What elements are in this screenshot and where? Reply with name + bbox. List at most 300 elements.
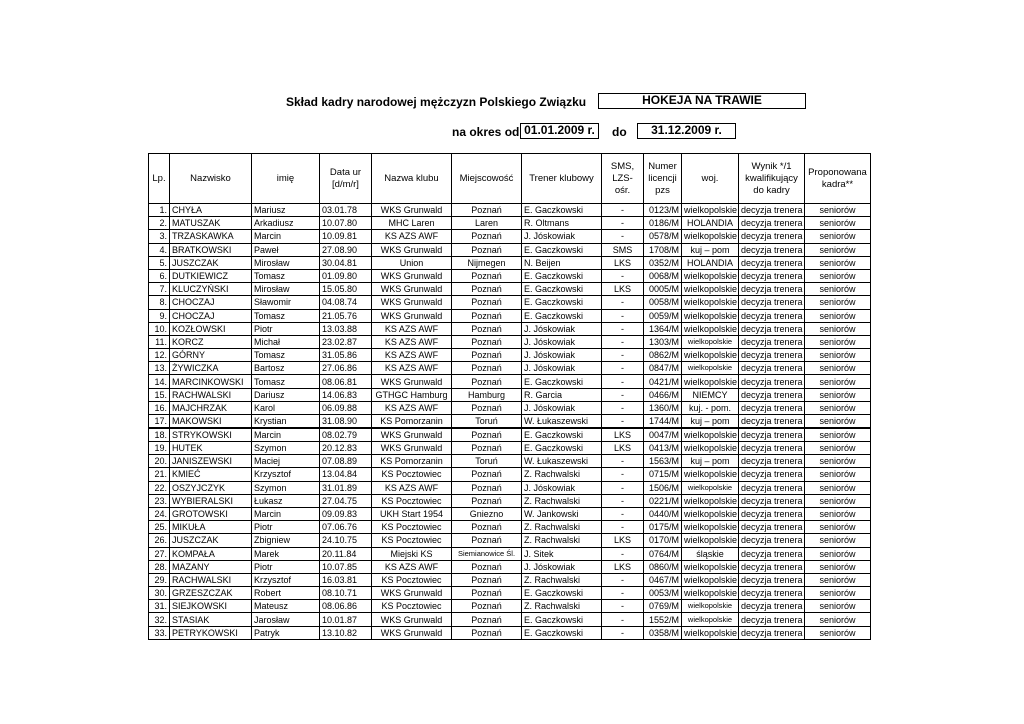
cell-nazwisko: KOMPAŁA xyxy=(170,547,252,560)
cell-wynik: decyzja trenera xyxy=(739,296,805,309)
cell-data-ur: 09.09.83 xyxy=(320,507,372,520)
cell-woj: wielkopolskie xyxy=(682,494,739,507)
cell-sms: - xyxy=(602,375,644,388)
cell-imie: Bartosz xyxy=(252,362,320,375)
cell-trener: J. Jóskowiak xyxy=(522,362,602,375)
col-header-sms: SMS, LZS- ośr. xyxy=(602,154,644,204)
table-row xyxy=(149,534,871,547)
cell-wynik: decyzja trenera xyxy=(739,362,805,375)
cell-nazwisko: GRZESZCZAK xyxy=(170,587,252,600)
cell-trener: E. Gaczkowski xyxy=(522,442,602,455)
cell-trener: N. Beijen xyxy=(522,256,602,269)
cell-lp: 20. xyxy=(149,455,170,468)
cell-nazwisko: CHOCZAJ xyxy=(170,309,252,322)
cell-data-ur: 13.04.84 xyxy=(320,468,372,481)
cell-klub: WKS Grunwald xyxy=(372,309,452,322)
cell-miejscowosc: Toruń xyxy=(452,415,522,429)
cell-wynik: decyzja trenera xyxy=(739,587,805,600)
cell-sms: - xyxy=(602,494,644,507)
cell-imie: Krystian xyxy=(252,415,320,429)
cell-data-ur: 08.06.86 xyxy=(320,600,372,613)
cell-lp: 14. xyxy=(149,375,170,388)
cell-klub: WKS Grunwald xyxy=(372,587,452,600)
cell-licencja: 1360/M xyxy=(644,401,682,414)
cell-lp: 26. xyxy=(149,534,170,547)
table-row xyxy=(149,243,871,256)
cell-imie: Piotr xyxy=(252,322,320,335)
cell-licencja: 0068/M xyxy=(644,269,682,282)
table-row xyxy=(149,296,871,309)
cell-lp: 11. xyxy=(149,335,170,348)
cell-imie: Marek xyxy=(252,547,320,560)
table-row xyxy=(149,455,871,468)
table-row xyxy=(149,217,871,230)
cell-wynik: decyzja trenera xyxy=(739,309,805,322)
cell-lp: 31. xyxy=(149,600,170,613)
cell-miejscowosc: Poznań xyxy=(452,230,522,243)
cell-licencja: 1303/M xyxy=(644,335,682,348)
cell-lp: 28. xyxy=(149,560,170,573)
cell-licencja: 1563/M xyxy=(644,455,682,468)
cell-kadra: seniorów xyxy=(805,626,871,639)
cell-licencja: 0352/M xyxy=(644,256,682,269)
cell-kadra: seniorów xyxy=(805,335,871,348)
roster-body xyxy=(149,204,871,640)
cell-woj: wielkopolskie xyxy=(682,573,739,586)
cell-woj: kuj. - pom. xyxy=(682,401,739,414)
cell-woj: kuj – pom xyxy=(682,415,739,429)
cell-klub: KS Pocztowiec xyxy=(372,534,452,547)
cell-sms: - xyxy=(602,455,644,468)
cell-data-ur: 31.01.89 xyxy=(320,481,372,494)
cell-licencja: 0123/M xyxy=(644,204,682,217)
table-row xyxy=(149,468,871,481)
cell-kadra: seniorów xyxy=(805,600,871,613)
cell-lp: 21. xyxy=(149,468,170,481)
cell-miejscowosc: Poznań xyxy=(452,626,522,639)
cell-klub: KS Pomorzanin xyxy=(372,415,452,429)
table-row xyxy=(149,415,871,429)
cell-miejscowosc: Poznań xyxy=(452,428,522,442)
cell-wynik: decyzja trenera xyxy=(739,256,805,269)
table-row xyxy=(149,349,871,362)
cell-wynik: decyzja trenera xyxy=(739,322,805,335)
cell-nazwisko: OSZYJCZYK xyxy=(170,481,252,494)
cell-trener: E. Gaczkowski xyxy=(522,309,602,322)
cell-wynik: decyzja trenera xyxy=(739,428,805,442)
cell-wynik: decyzja trenera xyxy=(739,481,805,494)
cell-sms: LKS xyxy=(602,560,644,573)
cell-woj: wielkopolskie xyxy=(682,204,739,217)
cell-imie: Patryk xyxy=(252,626,320,639)
cell-trener: J. Sitek xyxy=(522,547,602,560)
cell-imie: Szymon xyxy=(252,442,320,455)
cell-kadra: seniorów xyxy=(805,455,871,468)
cell-klub: KS AZS AWF xyxy=(372,230,452,243)
cell-nazwisko: KORCZ xyxy=(170,335,252,348)
cell-wynik: decyzja trenera xyxy=(739,335,805,348)
cell-klub: WKS Grunwald xyxy=(372,613,452,626)
cell-lp: 1. xyxy=(149,204,170,217)
cell-woj: wielkopolskie xyxy=(682,442,739,455)
cell-imie: Łukasz xyxy=(252,494,320,507)
cell-sms: - xyxy=(602,613,644,626)
cell-woj: wielkopolskie xyxy=(682,283,739,296)
cell-wynik: decyzja trenera xyxy=(739,507,805,520)
cell-klub: KS Pocztowiec xyxy=(372,468,452,481)
cell-kadra: seniorów xyxy=(805,547,871,560)
cell-miejscowosc: Poznań xyxy=(452,349,522,362)
cell-sms: - xyxy=(602,296,644,309)
cell-miejscowosc: Poznań xyxy=(452,362,522,375)
table-row xyxy=(149,507,871,520)
cell-wynik: decyzja trenera xyxy=(739,269,805,282)
cell-woj: wielkopolskie xyxy=(682,349,739,362)
cell-woj: HOLANDIA xyxy=(682,217,739,230)
federation-name-box: HOKEJA NA TRAWIE xyxy=(598,93,806,109)
table-row xyxy=(149,626,871,639)
cell-imie: Michał xyxy=(252,335,320,348)
cell-imie: Piotr xyxy=(252,560,320,573)
cell-data-ur: 27.04.75 xyxy=(320,494,372,507)
cell-data-ur: 13.03.88 xyxy=(320,322,372,335)
cell-licencja: 0421/M xyxy=(644,375,682,388)
cell-woj: HOLANDIA xyxy=(682,256,739,269)
cell-wynik: decyzja trenera xyxy=(739,573,805,586)
cell-miejscowosc: Poznań xyxy=(452,521,522,534)
cell-lp: 15. xyxy=(149,388,170,401)
cell-kadra: seniorów xyxy=(805,217,871,230)
col-header-licencja: Numer licencji pzs xyxy=(644,154,682,204)
cell-imie: Dariusz xyxy=(252,388,320,401)
cell-wynik: decyzja trenera xyxy=(739,547,805,560)
cell-imie: Tomasz xyxy=(252,375,320,388)
cell-trener: Z. Rachwalski xyxy=(522,468,602,481)
cell-wynik: decyzja trenera xyxy=(739,626,805,639)
cell-nazwisko: MARCINKOWSKI xyxy=(170,375,252,388)
cell-lp: 5. xyxy=(149,256,170,269)
cell-nazwisko: MAZANY xyxy=(170,560,252,573)
cell-imie: Zbigniew xyxy=(252,534,320,547)
table-row xyxy=(149,204,871,217)
table-row xyxy=(149,442,871,455)
cell-imie: Marcin xyxy=(252,507,320,520)
cell-data-ur: 31.05.86 xyxy=(320,349,372,362)
cell-miejscowosc: Nijmegen xyxy=(452,256,522,269)
table-row xyxy=(149,587,871,600)
cell-lp: 3. xyxy=(149,230,170,243)
col-header-miejscowosc: Miejscowość xyxy=(452,154,522,204)
cell-trener: R. Garcia xyxy=(522,388,602,401)
cell-wynik: decyzja trenera xyxy=(739,600,805,613)
cell-imie: Sławomir xyxy=(252,296,320,309)
cell-lp: 7. xyxy=(149,283,170,296)
cell-data-ur: 08.02.79 xyxy=(320,428,372,442)
cell-data-ur: 14.06.83 xyxy=(320,388,372,401)
table-row xyxy=(149,613,871,626)
table-row xyxy=(149,560,871,573)
cell-wynik: decyzja trenera xyxy=(739,388,805,401)
cell-wynik: decyzja trenera xyxy=(739,455,805,468)
cell-sms: - xyxy=(602,600,644,613)
cell-miejscowosc: Poznań xyxy=(452,296,522,309)
cell-klub: Miejski KS xyxy=(372,547,452,560)
cell-wynik: decyzja trenera xyxy=(739,283,805,296)
cell-sms: - xyxy=(602,547,644,560)
cell-kadra: seniorów xyxy=(805,375,871,388)
cell-data-ur: 06.09.88 xyxy=(320,401,372,414)
cell-miejscowosc: Poznań xyxy=(452,204,522,217)
cell-nazwisko: GÓRNY xyxy=(170,349,252,362)
cell-lp: 32. xyxy=(149,613,170,626)
cell-nazwisko: SIEJKOWSKI xyxy=(170,600,252,613)
cell-woj: wielkopolskie xyxy=(682,296,739,309)
cell-trener: J. Jóskowiak xyxy=(522,322,602,335)
cell-woj: wielkopolskie xyxy=(682,587,739,600)
cell-sms: - xyxy=(602,401,644,414)
cell-kadra: seniorów xyxy=(805,507,871,520)
cell-trener: E. Gaczkowski xyxy=(522,243,602,256)
cell-imie: Arkadiusz xyxy=(252,217,320,230)
cell-licencja: 0862/M xyxy=(644,349,682,362)
cell-data-ur: 23.02.87 xyxy=(320,335,372,348)
cell-licencja: 1744/M xyxy=(644,415,682,429)
cell-woj: wielkopolskie xyxy=(682,375,739,388)
cell-sms: - xyxy=(602,349,644,362)
table-row xyxy=(149,481,871,494)
cell-imie: Karol xyxy=(252,401,320,414)
cell-sms: - xyxy=(602,587,644,600)
cell-nazwisko: RACHWALSKI xyxy=(170,573,252,586)
cell-trener: Z. Rachwalski xyxy=(522,521,602,534)
cell-kadra: seniorów xyxy=(805,230,871,243)
col-header-woj: woj. xyxy=(682,154,739,204)
cell-lp: 19. xyxy=(149,442,170,455)
cell-kadra: seniorów xyxy=(805,442,871,455)
cell-klub: WKS Grunwald xyxy=(372,375,452,388)
cell-data-ur: 08.10.71 xyxy=(320,587,372,600)
table-row xyxy=(149,388,871,401)
cell-sms: - xyxy=(602,269,644,282)
cell-trener: J. Jóskowiak xyxy=(522,349,602,362)
cell-lp: 29. xyxy=(149,573,170,586)
cell-sms: - xyxy=(602,362,644,375)
cell-wynik: decyzja trenera xyxy=(739,442,805,455)
cell-miejscowosc: Poznań xyxy=(452,534,522,547)
table-row xyxy=(149,375,871,388)
cell-kadra: seniorów xyxy=(805,269,871,282)
cell-kadra: seniorów xyxy=(805,309,871,322)
cell-data-ur: 10.01.87 xyxy=(320,613,372,626)
cell-lp: 9. xyxy=(149,309,170,322)
cell-sms: - xyxy=(602,388,644,401)
cell-klub: KS AZS AWF xyxy=(372,481,452,494)
cell-klub: KS Pocztowiec xyxy=(372,494,452,507)
cell-imie: Marcin xyxy=(252,230,320,243)
cell-klub: WKS Grunwald xyxy=(372,283,452,296)
cell-woj: wielkopolskie xyxy=(682,269,739,282)
document-title: Skład kadry narodowej mężczyzn Polskiego Związku xyxy=(286,95,587,109)
cell-trener: E. Gaczkowski xyxy=(522,613,602,626)
col-header-kadra: Proponowana kadra** xyxy=(805,154,871,204)
cell-nazwisko: PETRYKOWSKI xyxy=(170,626,252,639)
cell-licencja: 0221/M xyxy=(644,494,682,507)
cell-data-ur: 10.07.85 xyxy=(320,560,372,573)
cell-lp: 27. xyxy=(149,547,170,560)
cell-imie: Mateusz xyxy=(252,600,320,613)
cell-nazwisko: KMIEĆ xyxy=(170,468,252,481)
cell-miejscowosc: Poznań xyxy=(452,322,522,335)
cell-lp: 24. xyxy=(149,507,170,520)
table-row xyxy=(149,600,871,613)
cell-woj: wielkopolskie xyxy=(682,481,739,494)
cell-kadra: seniorów xyxy=(805,401,871,414)
cell-sms: - xyxy=(602,521,644,534)
cell-kadra: seniorów xyxy=(805,362,871,375)
cell-nazwisko: MAKOWSKI xyxy=(170,415,252,429)
cell-nazwisko: TRZASKAWKA xyxy=(170,230,252,243)
cell-lp: 4. xyxy=(149,243,170,256)
cell-licencja: 0860/M xyxy=(644,560,682,573)
cell-miejscowosc: Poznań xyxy=(452,468,522,481)
cell-wynik: decyzja trenera xyxy=(739,230,805,243)
table-header-row xyxy=(149,154,871,204)
cell-imie: Marcin xyxy=(252,428,320,442)
cell-wynik: decyzja trenera xyxy=(739,401,805,414)
cell-wynik: decyzja trenera xyxy=(739,521,805,534)
cell-trener: E. Gaczkowski xyxy=(522,375,602,388)
cell-miejscowosc: Toruń xyxy=(452,455,522,468)
cell-data-ur: 27.08.90 xyxy=(320,243,372,256)
cell-kadra: seniorów xyxy=(805,243,871,256)
cell-miejscowosc: Laren xyxy=(452,217,522,230)
cell-sms: - xyxy=(602,230,644,243)
table-row xyxy=(149,335,871,348)
cell-imie: Robert xyxy=(252,587,320,600)
cell-lp: 17. xyxy=(149,415,170,429)
cell-klub: GTHGC Hamburg xyxy=(372,388,452,401)
cell-data-ur: 04.08.74 xyxy=(320,296,372,309)
cell-sms: LKS xyxy=(602,283,644,296)
cell-wynik: decyzja trenera xyxy=(739,415,805,429)
cell-trener: J. Jóskowiak xyxy=(522,401,602,414)
col-header-nazwisko: Nazwisko xyxy=(170,154,252,204)
col-header-data-ur: Data ur [d/m/r] xyxy=(320,154,372,204)
cell-licencja: 1708/M xyxy=(644,243,682,256)
cell-miejscowosc: Poznań xyxy=(452,494,522,507)
cell-sms: LKS xyxy=(602,256,644,269)
cell-woj: wielkopolskie xyxy=(682,560,739,573)
cell-kadra: seniorów xyxy=(805,428,871,442)
cell-trener: Z. Rachwalski xyxy=(522,600,602,613)
cell-woj: wielkopolskie xyxy=(682,613,739,626)
cell-miejscowosc: Poznań xyxy=(452,587,522,600)
cell-sms: - xyxy=(602,573,644,586)
cell-lp: 16. xyxy=(149,401,170,414)
cell-imie: Krzysztof xyxy=(252,468,320,481)
cell-klub: KS AZS AWF xyxy=(372,349,452,362)
cell-data-ur: 10.07.80 xyxy=(320,217,372,230)
cell-miejscowosc: Poznań xyxy=(452,600,522,613)
cell-licencja: 0413/M xyxy=(644,442,682,455)
cell-klub: WKS Grunwald xyxy=(372,296,452,309)
cell-imie: Mariusz xyxy=(252,204,320,217)
cell-nazwisko: MIKUŁA xyxy=(170,521,252,534)
cell-data-ur: 24.10.75 xyxy=(320,534,372,547)
cell-miejscowosc: Poznań xyxy=(452,283,522,296)
cell-data-ur: 21.05.76 xyxy=(320,309,372,322)
cell-miejscowosc: Poznań xyxy=(452,335,522,348)
cell-klub: Union xyxy=(372,256,452,269)
cell-data-ur: 07.06.76 xyxy=(320,521,372,534)
cell-imie: Jarosław xyxy=(252,613,320,626)
cell-kadra: seniorów xyxy=(805,613,871,626)
cell-data-ur: 08.06.81 xyxy=(320,375,372,388)
cell-kadra: seniorów xyxy=(805,296,871,309)
cell-miejscowosc: Poznań xyxy=(452,269,522,282)
cell-sms: - xyxy=(602,322,644,335)
table-row xyxy=(149,322,871,335)
cell-wynik: decyzja trenera xyxy=(739,560,805,573)
cell-licencja: 0175/M xyxy=(644,521,682,534)
cell-miejscowosc: Gniezno xyxy=(452,507,522,520)
cell-licencja: 0578/M xyxy=(644,230,682,243)
cell-wynik: decyzja trenera xyxy=(739,217,805,230)
cell-sms: - xyxy=(602,507,644,520)
cell-woj: kuj – pom xyxy=(682,455,739,468)
cell-kadra: seniorów xyxy=(805,481,871,494)
cell-data-ur: 03.01.78 xyxy=(320,204,372,217)
cell-klub: MHC Laren xyxy=(372,217,452,230)
roster-table xyxy=(148,153,871,640)
cell-licencja: 0170/M xyxy=(644,534,682,547)
cell-nazwisko: BRATKOWSKI xyxy=(170,243,252,256)
cell-data-ur: 30.04.81 xyxy=(320,256,372,269)
cell-licencja: 0847/M xyxy=(644,362,682,375)
cell-nazwisko: MAJCHRZAK xyxy=(170,401,252,414)
date-from-box: 01.01.2009 r. xyxy=(520,123,599,139)
cell-klub: WKS Grunwald xyxy=(372,204,452,217)
cell-nazwisko: STRYKOWSKI xyxy=(170,428,252,442)
cell-kadra: seniorów xyxy=(805,521,871,534)
cell-trener: E. Gaczkowski xyxy=(522,296,602,309)
cell-trener: Z. Rachwalski xyxy=(522,494,602,507)
cell-trener: Z. Rachwalski xyxy=(522,573,602,586)
cell-klub: UKH Start 1954 xyxy=(372,507,452,520)
cell-sms: - xyxy=(602,204,644,217)
cell-klub: KS Pocztowiec xyxy=(372,521,452,534)
cell-licencja: 0047/M xyxy=(644,428,682,442)
cell-data-ur: 20.11.84 xyxy=(320,547,372,560)
cell-wynik: decyzja trenera xyxy=(739,494,805,507)
cell-lp: 12. xyxy=(149,349,170,362)
cell-klub: WKS Grunwald xyxy=(372,442,452,455)
cell-trener: E. Gaczkowski xyxy=(522,626,602,639)
col-header-imie: imię xyxy=(252,154,320,204)
cell-data-ur: 27.06.86 xyxy=(320,362,372,375)
cell-nazwisko: RACHWALSKI xyxy=(170,388,252,401)
to-label: do xyxy=(612,125,627,139)
cell-nazwisko: KOZŁOWSKI xyxy=(170,322,252,335)
cell-trener: W. Łukaszewski xyxy=(522,455,602,468)
cell-licencja: 0053/M xyxy=(644,587,682,600)
cell-woj: śląskie xyxy=(682,547,739,560)
cell-sms: - xyxy=(602,481,644,494)
table-row xyxy=(149,256,871,269)
cell-miejscowosc: Poznań xyxy=(452,573,522,586)
cell-licencja: 0467/M xyxy=(644,573,682,586)
cell-klub: WKS Grunwald xyxy=(372,626,452,639)
